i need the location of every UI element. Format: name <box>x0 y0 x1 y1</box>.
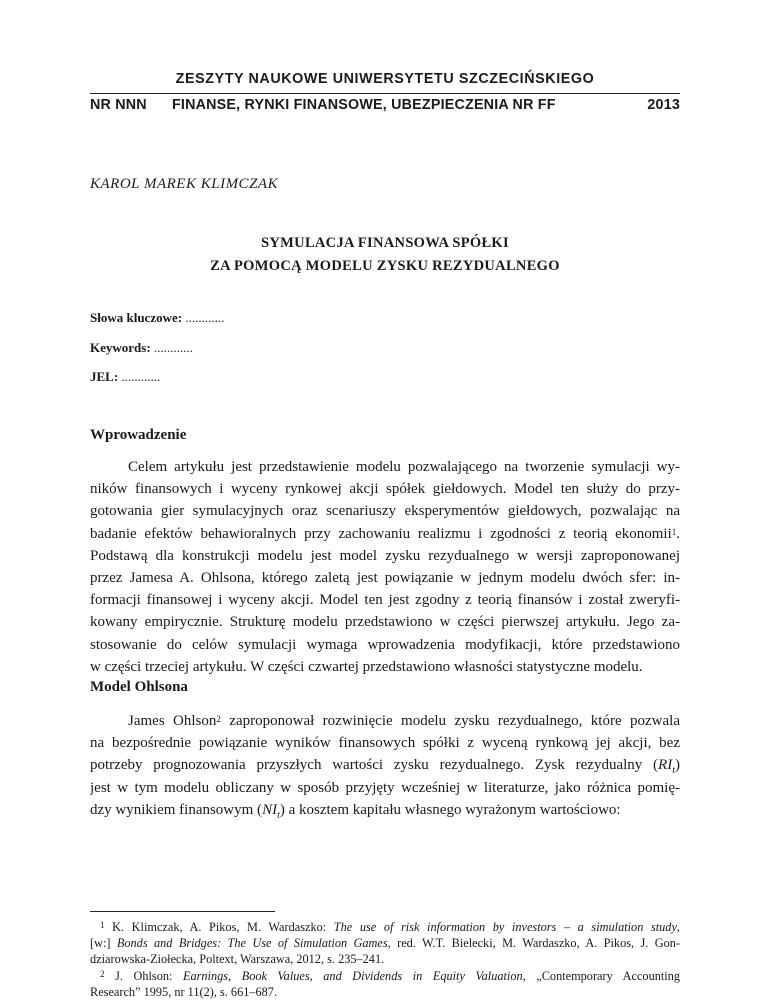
ohlson-text: ) a kosztem kapitału własnego wyrażonym wartościowo: <box>279 801 621 818</box>
publication-year: 2013 <box>647 97 680 113</box>
footnote-2-number: 2 <box>100 968 105 979</box>
issue-number: NR NNN <box>90 97 147 113</box>
ohlson-paragraph <box>90 710 680 821</box>
footnote-2-text: , „Contemporary Accounting <box>522 968 680 983</box>
title-line-1: SYMULACJA FINANSOWA SPÓŁKI <box>261 235 509 251</box>
footnote-ref-1[interactable]: 1 <box>671 526 677 537</box>
footnotes <box>90 919 680 1000</box>
keywords-en-label: Keywords: <box>90 340 151 355</box>
ohlson-line <box>90 799 680 821</box>
keywords-pl-label: Słowa kluczowe: <box>90 310 183 325</box>
intro-line: Podstawą dla konstrukcji modelu jest model zysku rezydualnego w wersji zaproponowanej <box>90 547 680 564</box>
keywords-jel <box>90 369 160 385</box>
footnote-1-text: [w:] <box>90 936 117 951</box>
keywords-en-value: ............ <box>153 340 193 355</box>
keywords-en <box>90 340 193 356</box>
intro-line: formacji finansowej i wyceny akcji. Model ten jest zgodny z teorią finansów i został zweryfi- <box>90 592 680 609</box>
intro-line: kowany empirycznie. Strukturę modelu przedstawiono w części pierwszej artykułu. Jego za- <box>90 614 680 631</box>
ohlson-line: jest w tym modelu obliczany w sposób przyjęty wcześniej w literaturze, jako różnica pomię- <box>90 779 680 796</box>
ni-subscript: t <box>277 809 280 821</box>
keywords-pl <box>90 310 224 326</box>
series-name: FINANSE, RYNKI FINANSOWE, UBEZPIECZENIA NR FF <box>172 97 556 113</box>
footnote-1-title: The use of risk information by investors – a simulation study <box>333 920 677 934</box>
footnote-1-line: dziarowska-Ziołecka, Poltext, Warszawa, 2012, s. 235–241. <box>90 952 385 967</box>
footnote-1-text: , <box>676 920 680 934</box>
journal-title: ZESZYTY NAUKOWE UNIWERSYTETU SZCZECIŃSKIEGO <box>175 71 595 87</box>
ohlson-text: potrzeby prognozowania przyszłych wartości zysku rezydualnego. Zysk rezydualny ( <box>90 757 659 774</box>
title-line-2: ZA POMOCĄ MODELU ZYSKU REZYDUALNEGO <box>210 258 560 274</box>
ni-symbol: NI <box>262 801 278 818</box>
ohlson-line: na bezpośrednie powiązanie wyników finansowych spółki z wyceną rynkową jej akcji, bez <box>90 735 680 752</box>
footnote-1-number: 1 <box>100 920 105 930</box>
intro-line: gotowania gier symulacyjnych oraz scenariuszy eksperymentów giełdowych, pozwalając na <box>90 503 680 520</box>
footnote-1-line <box>90 935 680 951</box>
intro-line: stosowanie do celów symulacji wymaga wprowadzenia modyfikacji, które przedstawiono <box>90 636 680 653</box>
footnote-1 <box>90 919 680 935</box>
intro-line: Celem artykułu jest przedstawienie modelu pozwalającego na tworzenie symulacji wy- <box>128 459 680 475</box>
ri-subscript: t <box>672 765 675 777</box>
footnote-2-line: Research” 1995, nr 11(2), s. 661–687. <box>90 984 278 999</box>
footnote-2 <box>90 968 680 984</box>
intro-line: ników finansowych i wyceny rynkowej akcji spółek giełdowych. Model ten służy do przy- <box>90 481 680 498</box>
keywords-jel-label: JEL: <box>90 369 119 384</box>
ohlson-line <box>90 754 680 776</box>
footnote-1-text: , red. W.T. Bielecki, M. Wardaszko, A. Pikos, J. Gon- <box>387 936 680 951</box>
ohlson-text: ) <box>675 757 680 774</box>
ohlson-text: zaproponował rozwinięcie modelu zysku rezydualnego, które pozwala <box>220 713 680 729</box>
intro-paragraph <box>90 456 680 678</box>
section-heading-ohlson: Model Ohlsona <box>90 679 188 695</box>
ri-symbol: RI <box>658 757 673 774</box>
keywords-pl-value: ............ <box>185 310 225 325</box>
section-heading-intro: Wprowadzenie <box>90 427 187 443</box>
keywords-jel-value: ............ <box>121 369 161 384</box>
ohlson-text: dzy wynikiem finansowym ( <box>90 801 263 818</box>
ohlson-line <box>90 710 680 732</box>
intro-line-text: badanie efektów behawioralnych przy zachowaniu realizmu i zgodności z teorią ekonomii <box>90 525 672 542</box>
footnote-ref-2[interactable]: 2 <box>216 714 221 724</box>
footnote-1-book: Bonds and Bridges: The Use of Simulation Games <box>116 936 388 951</box>
footnote-divider <box>90 911 275 912</box>
ohlson-text: James Ohlson <box>128 713 217 729</box>
author-name: KAROL MAREK KLIMCZAK <box>90 176 279 192</box>
series-row <box>90 93 680 117</box>
footnote-2-title: Earnings, Book Values, and Dividends in Equity Valuation <box>182 968 523 983</box>
article-title <box>90 232 680 278</box>
footnote-1-text: K. Klimczak, A. Pikos, M. Wardaszko: <box>112 920 334 934</box>
footnote-2-text: J. Ohlson: <box>115 968 183 983</box>
intro-line: przez Jamesa A. Ohlsona, którego zaletą jest powiązanie w jednym modelu dwóch sfer: in- <box>90 569 680 586</box>
intro-line: badanie efektów behawioralnych przy zachowaniu realizmu i zgodności z teorią ekonomii$^1$. <box>90 525 680 542</box>
intro-line: w części trzeciej artykułu. W części czwartej przedstawiono własności statystyczne modelu. <box>90 658 643 675</box>
